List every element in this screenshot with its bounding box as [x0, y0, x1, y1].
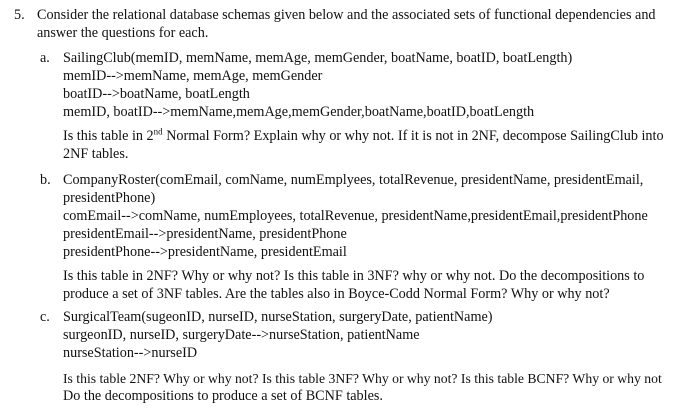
- part-a-label: a.: [40, 50, 50, 66]
- part-a-fd-2: boatID-->boatName, boatLength: [63, 86, 250, 102]
- question-intro-line-1: Consider the relational database schemas given below and the associated sets of functional dependencies and: [37, 7, 656, 23]
- part-c-label: c.: [40, 309, 50, 325]
- part-c-fd-1: surgeonID, nurseID, surgeryDate-->nurseStation, patientName: [63, 327, 420, 343]
- question-intro-line-2: answer the questions for each.: [37, 25, 209, 41]
- question-number: 5.: [14, 7, 25, 23]
- part-b-schema-line-1: CompanyRoster(comEmail, comName, numEmplyees, totalRevenue, presidentName, presidentEmail,: [63, 172, 644, 188]
- part-c-schema: SurgicalTeam(sugeonID, nurseID, nurseStation, surgeryDate, patientName): [63, 309, 493, 325]
- part-a-question-pre: Is this table in 2: [63, 128, 154, 144]
- part-a-question-post: Normal Form? Explain why or why not. If it is not in 2NF, decompose SailingClub into: [162, 128, 664, 144]
- part-c-question-line-1: Is this table 2NF? Why or why not? Is this table 3NF? Why or why not? Is this table BCNF? Why or why not: [63, 371, 662, 386]
- part-a-question-sup: nd: [153, 126, 163, 137]
- part-a-question-line-2: 2NF tables.: [63, 146, 129, 162]
- part-b-fd-3: presidentPhone-->presidentName, presidentEmail: [63, 244, 347, 260]
- part-c-question-line-2: Do the decompositions to produce a set of BCNF tables.: [63, 388, 383, 404]
- part-b-question-line-1: Is this table in 2NF? Why or why not? Is this table in 3NF? why or why not. Do the decompositions to: [63, 268, 645, 284]
- part-b-schema-line-2: presidentPhone): [63, 190, 156, 206]
- part-b-label: b.: [40, 172, 51, 188]
- part-c-fd-2: nurseStation-->nurseID: [63, 345, 198, 361]
- part-b-question-line-2: produce a set of 3NF tables. Are the tables also in Boyce-Codd Normal Form? Why or why not?: [63, 286, 610, 302]
- part-b-fd-2: presidentEmail-->presidentName, presidentPhone: [63, 226, 347, 242]
- part-a-schema: SailingClub(memID, memName, memAge, memGender, boatName, boatID, boatLength): [63, 50, 573, 66]
- part-a-question-line-1: [63, 128, 664, 145]
- part-a-fd-3: memID, boatID-->memName,memAge,memGender,boatName,boatID,boatLength: [63, 104, 535, 120]
- part-b-fd-1: comEmail-->comName, numEmployees, totalRevenue, presidentName,presidentEmail,presidentPhone: [63, 208, 648, 224]
- part-a-fd-1: memID-->memName, memAge, memGender: [63, 68, 323, 84]
